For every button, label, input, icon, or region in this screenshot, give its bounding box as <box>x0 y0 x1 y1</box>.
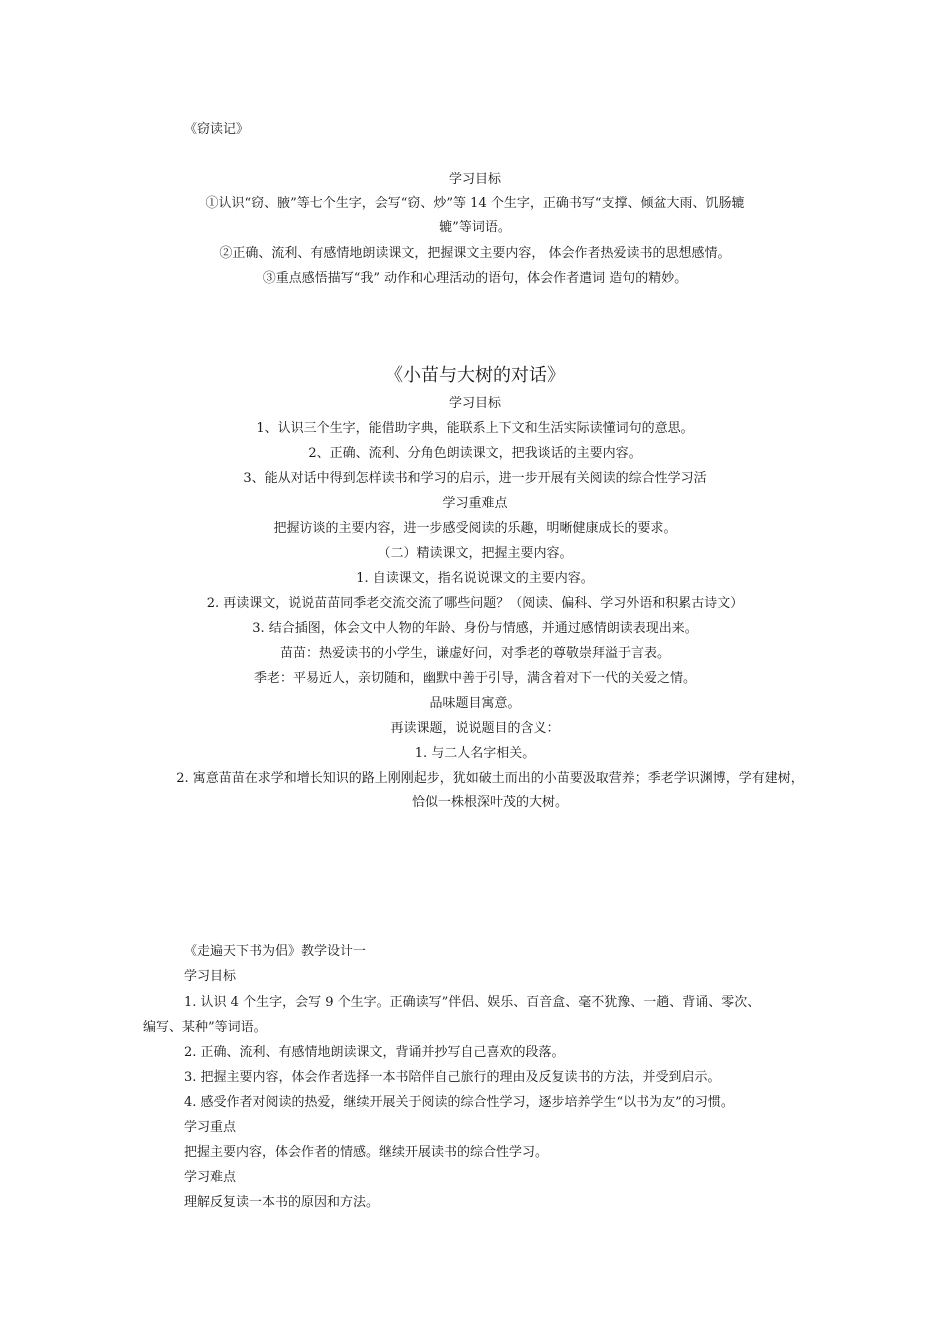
section1-goal2: ②正确、流利、有感情地朗读课文，把握课文主要内容， 体会作者热爱读书的思想感情。 <box>219 246 731 261</box>
section1-goal3: ③重点感悟描写“我” 动作和心理活动的语句，体会作者遣词 造句的精妙。 <box>262 271 688 286</box>
section1-goals-heading: 学习目标 <box>448 172 501 187</box>
section2-step3: 3. 结合插图，体会文中人物的年龄、身份与情感，并通过感情朗读表现出来。 <box>252 621 698 636</box>
section2-miaomiao: 苗苗：热爱读书的小学生，谦虚好问，对季老的尊敬崇拜溢于言表。 <box>279 646 670 661</box>
section2-step1: 1. 自读课文，指名说说课文的主要内容。 <box>356 571 594 586</box>
section3-key: 把握主要内容，体会作者的情感。继续开展读书的综合性学习。 <box>184 1145 549 1160</box>
section3-difficulty-heading: 学习难点 <box>184 1170 237 1185</box>
section2-difficulty-heading: 学习重难点 <box>442 496 508 511</box>
section2-reread: 再读课题，说说题目的含义： <box>390 721 560 736</box>
section3-goal1-line2: 编写、某种”等词语。 <box>143 1020 267 1035</box>
section2-step2: 2. 再读课文，说说苗苗同季老交流交流了哪些问题？（阅读、偏科、学习外语和积累古诗文） <box>206 596 744 611</box>
section2-part2-heading: （二）精读课文，把握主要内容。 <box>377 546 573 561</box>
section2-goal-1: 1、认识三个生字，能借助字典，能联系上下文和生活实际读懂词句的意思。 <box>256 421 694 436</box>
section2-savor-title: 品味题目寓意。 <box>429 696 521 711</box>
section3-goal1-line1: 1. 认识 4 个生字，会写 9 个生字。正确读写”伴侣、娱乐、百音盒、毫不犹豫、一趟、背诵、零次、 <box>184 995 761 1010</box>
section3-goal3: 3. 把握主要内容，体会作者选择一本书陪伴自己旅行的理由及反复读书的方法，并受到启示。 <box>184 1070 721 1085</box>
section3-difficulty: 理解反复读一本书的原因和方法。 <box>184 1195 380 1210</box>
section3-goal2: 2. 正确、流利、有感情地朗读课文，背诵并抄写自己喜欢的段落。 <box>184 1045 565 1060</box>
section2-difficulty: 把握访谈的主要内容，进一步感受阅读的乐趣，明晰健康成长的要求。 <box>273 521 677 536</box>
section3-goal4: 4. 感受作者对阅读的热爱，继续开展关于阅读的综合性学习，逐步培养学生“以书为友”的习惯。 <box>184 1095 734 1110</box>
section2-goal-3: 3、能从对话中得到怎样读书和学习的启示，进一步开展有关阅读的综合性学习活 <box>243 471 707 486</box>
section1-title: 《窃读记》 <box>184 122 250 137</box>
section2-title: 《小苗与大树的对话》 <box>385 365 565 386</box>
section2-goal-2: 2、正确、流利、分角色朗读课文，把我谈话的主要内容。 <box>308 446 642 461</box>
section2-meaning1: 1. 与二人名字相关。 <box>414 746 536 761</box>
section1-goal1-line2: 辘”等词语。 <box>439 220 511 235</box>
section3-goals-heading: 学习目标 <box>184 969 237 984</box>
section2-jilao: 季老：平易近人，亲切随和，幽默中善于引导，满含着对下一代的关爱之情。 <box>253 671 696 686</box>
section3-key-heading: 学习重点 <box>184 1120 237 1135</box>
section2-goals-heading: 学习目标 <box>448 396 501 411</box>
section3-title: 《走遍天下书为侣》教学设计一 <box>184 944 367 959</box>
section2-meaning2: 2. 寓意苗苗在求学和增长知识的路上刚刚起步，犹如破土而出的小苗要汲取营养；季老学识渊博，学有建树，恰似一株根深叶茂的大树。 <box>176 771 804 810</box>
section1-goal1-line1: ①认识“窃、腋”等七个生字，会写“窃、炒”等 14 个生字，正确书写“支撑、倾盆大雨、饥肠辘 <box>205 196 745 211</box>
